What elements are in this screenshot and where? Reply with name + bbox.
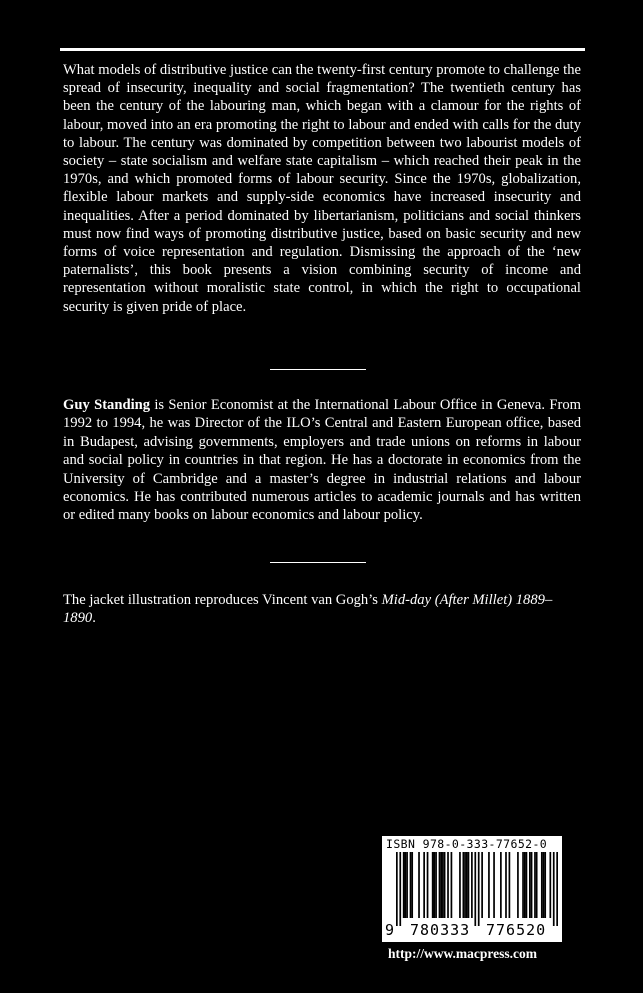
ean-first-digit: 9 bbox=[385, 921, 395, 939]
book-blurb: What models of distributive justice can the twenty-first century promote to challenge the spread of insecurity, inequality and social fragmentation? The twentieth century has been the century of the labouring man, which began with a clamour for the rights of labour, moved into an era promoting the right to labour and ended with calls for the duty to labour. The century was dominated by competition between two labourist models of society – state socialism and welfare state capitalism – which reached their peak in the 1970s, and which promoted forms of labour security. Since the 1970s, globalization, flexible labour markets and supply-side economics have increased insecurity and inequalities. After a period dominated by libertarianism, politicians and social thinkers must now find ways of promoting distributive justice, based on basic security and new forms of voice representation and regulation. Dismissing the approach of the ‘new paternalists’, this book presents a vision combining security of income and representation without moralistic state control, in which the right to occupational security is given pride of place. bbox=[63, 62, 581, 315]
barcode-bar bbox=[524, 852, 526, 918]
section-divider bbox=[270, 369, 366, 370]
ean-right-digits: 776520 bbox=[486, 921, 547, 939]
barcode-bar bbox=[463, 852, 465, 918]
barcode-bar bbox=[553, 852, 555, 926]
barcode-bar bbox=[509, 852, 511, 918]
barcode-bar bbox=[418, 852, 420, 918]
barcode-bar bbox=[505, 852, 507, 918]
barcode-bar bbox=[403, 852, 405, 918]
barcode-bar bbox=[444, 852, 446, 918]
barcode-bar bbox=[531, 852, 533, 918]
barcode-bar bbox=[439, 852, 441, 918]
barcode-bar bbox=[522, 852, 524, 918]
barcode-bar bbox=[451, 852, 453, 918]
artwork-title: Mid-day (After Millet) 1889–1890 bbox=[63, 592, 553, 627]
isbn-label: ISBN 978-0-333-77652-0 bbox=[386, 837, 548, 851]
barcode-bar bbox=[471, 852, 473, 918]
barcode-bar bbox=[405, 852, 407, 918]
publisher-url[interactable]: http://www.macpress.com bbox=[388, 946, 537, 961]
barcode-bar bbox=[459, 852, 461, 918]
barcode-bars bbox=[396, 852, 558, 926]
barcode-bar bbox=[517, 852, 519, 918]
barcode-bar bbox=[556, 852, 558, 926]
barcode-bar bbox=[544, 852, 546, 918]
barcode-bar bbox=[549, 852, 551, 918]
jacket-credit-suffix: . bbox=[92, 610, 96, 627]
top-rule bbox=[60, 48, 585, 51]
jacket-credit bbox=[63, 591, 581, 628]
barcode-bar bbox=[423, 852, 425, 918]
barcode-bar bbox=[488, 852, 490, 918]
barcode-bar bbox=[399, 852, 401, 926]
author-bio-text: is Senior Economist at the International Labour Office in Geneva. From 1992 to 1994, he was Director of the ILO’s Central and Eastern European office, based in Budapest, advising governments, employers and trade unions on reforms in labour and social policy in countries in that region. He has a doctorate in economics from the University of Cambridge and a master’s degree in industrial relations and labour economics. He has contributed numerous articles to academic journals and has written or edited many books on labour economics and labour policy. bbox=[63, 397, 581, 524]
barcode-bar bbox=[466, 852, 468, 918]
barcode-bar bbox=[543, 852, 545, 918]
section-divider bbox=[270, 562, 366, 563]
author-bio bbox=[63, 396, 581, 525]
barcode-bar bbox=[406, 852, 408, 918]
barcode-bar bbox=[529, 852, 531, 918]
barcode-bar bbox=[442, 852, 444, 918]
barcode-bar bbox=[435, 852, 437, 918]
barcode-bar bbox=[500, 852, 502, 918]
barcode-bar bbox=[541, 852, 543, 918]
barcode-bar bbox=[474, 852, 476, 926]
barcode-bar bbox=[493, 852, 495, 918]
barcode-bar bbox=[432, 852, 434, 918]
barcode-bar bbox=[434, 852, 436, 918]
ean-left-digits: 780333 bbox=[410, 921, 471, 939]
barcode-bar bbox=[534, 852, 536, 918]
barcode-bar bbox=[464, 852, 466, 918]
author-name: Guy Standing bbox=[63, 397, 151, 413]
isbn-barcode bbox=[382, 836, 562, 942]
barcode-bar bbox=[427, 852, 429, 918]
barcode-bar bbox=[536, 852, 538, 918]
jacket-credit-prefix: The jacket illustration reproduces Vincent van Gogh’s bbox=[63, 592, 382, 608]
barcode-bar bbox=[440, 852, 442, 918]
barcode-bar bbox=[396, 852, 398, 926]
barcode-bar bbox=[468, 852, 470, 918]
barcode-bar bbox=[481, 852, 483, 918]
barcode-bar bbox=[526, 852, 528, 918]
barcode-bar bbox=[447, 852, 449, 918]
barcode-bar bbox=[410, 852, 412, 918]
barcode-bar bbox=[478, 852, 480, 926]
barcode-bar bbox=[411, 852, 413, 918]
